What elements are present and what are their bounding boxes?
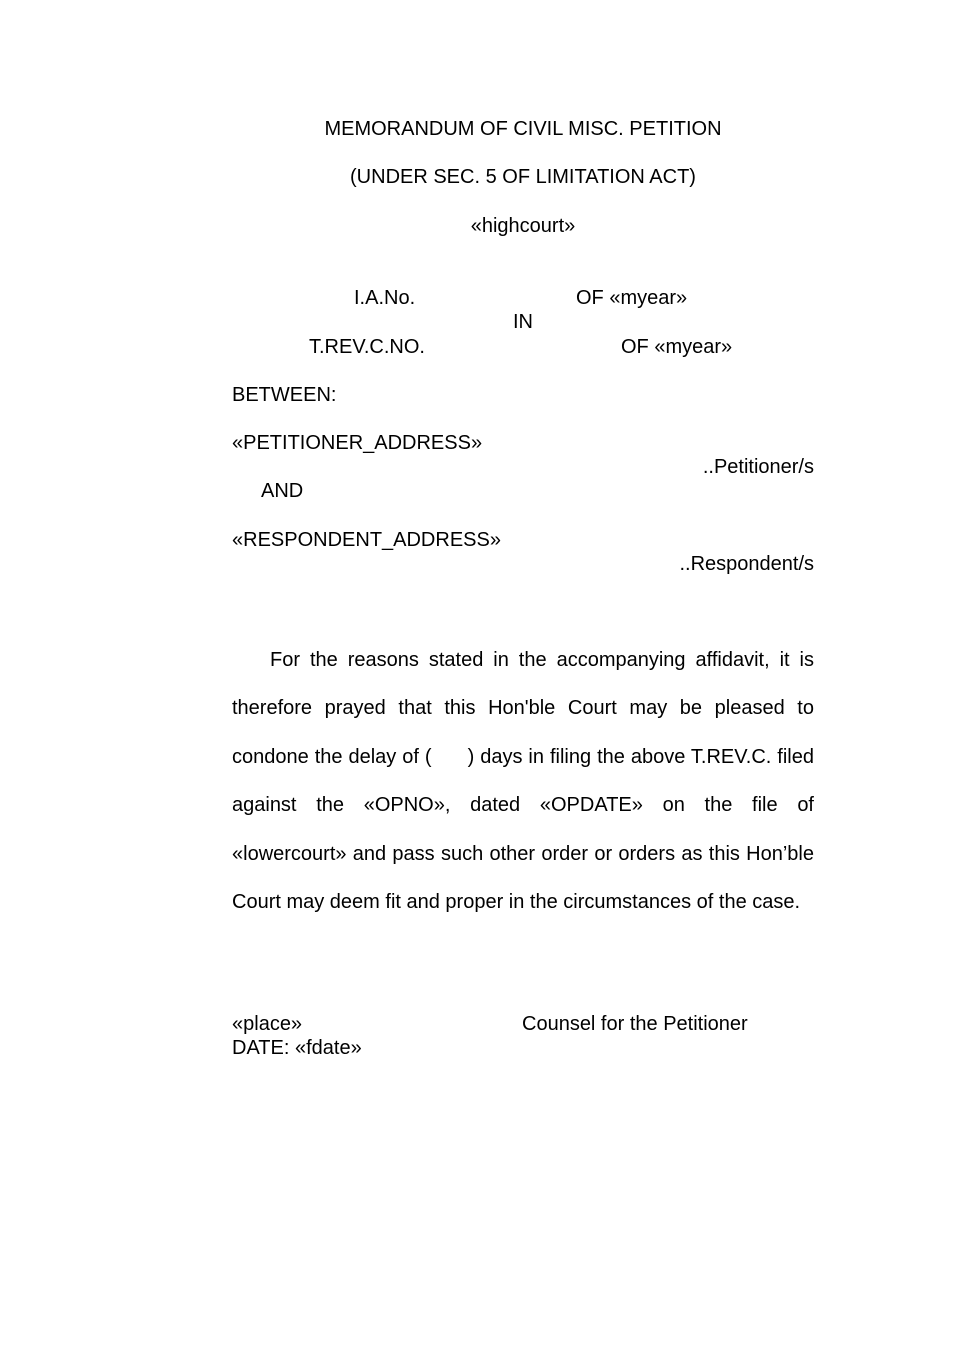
- petitioner-role: ..Petitioner/s: [702, 456, 814, 478]
- document-title: MEMORANDUM OF CIVIL MISC. PETITION: [324, 118, 722, 140]
- respondent-address: «RESPONDENT_ADDRESS»: [232, 529, 501, 551]
- prayer-paragraph: [232, 636, 814, 926]
- ia-year: OF «myear»: [576, 287, 688, 309]
- prayer-text-part1: For the reasons stated in the accompanying affidavit, it is therefore prayed that this Hon'ble Court may be pleased to condone the delay of (: [232, 649, 814, 768]
- document-subtitle: (UNDER SEC. 5 OF LIMITATION ACT): [350, 166, 696, 188]
- and-label: AND: [261, 480, 304, 502]
- prayer-text-part2: ) days in filing the above T.REV.C. filed against the «OPNO», dated «OPDATE» on the file of «lowercourt» and pass such other order or orders as this Hon’ble Court may deem fit and proper in the circumstances of the case.: [232, 745, 814, 914]
- ia-number-label: I.A.No.: [354, 287, 416, 309]
- court-name: «highcourt»: [470, 215, 576, 237]
- trev-year: OF «myear»: [621, 336, 733, 358]
- trev-number-label: T.REV.C.NO.: [309, 336, 425, 358]
- petitioner-address: «PETITIONER_ADDRESS»: [232, 432, 483, 454]
- place-field: «place»: [232, 1013, 303, 1035]
- respondent-role: ..Respondent/s: [679, 553, 814, 575]
- date-field: DATE: «fdate»: [232, 1037, 362, 1059]
- between-label: BETWEEN:: [232, 384, 337, 406]
- counsel-signature-label: Counsel for the Petitioner: [522, 1013, 748, 1035]
- in-label: IN: [513, 311, 533, 333]
